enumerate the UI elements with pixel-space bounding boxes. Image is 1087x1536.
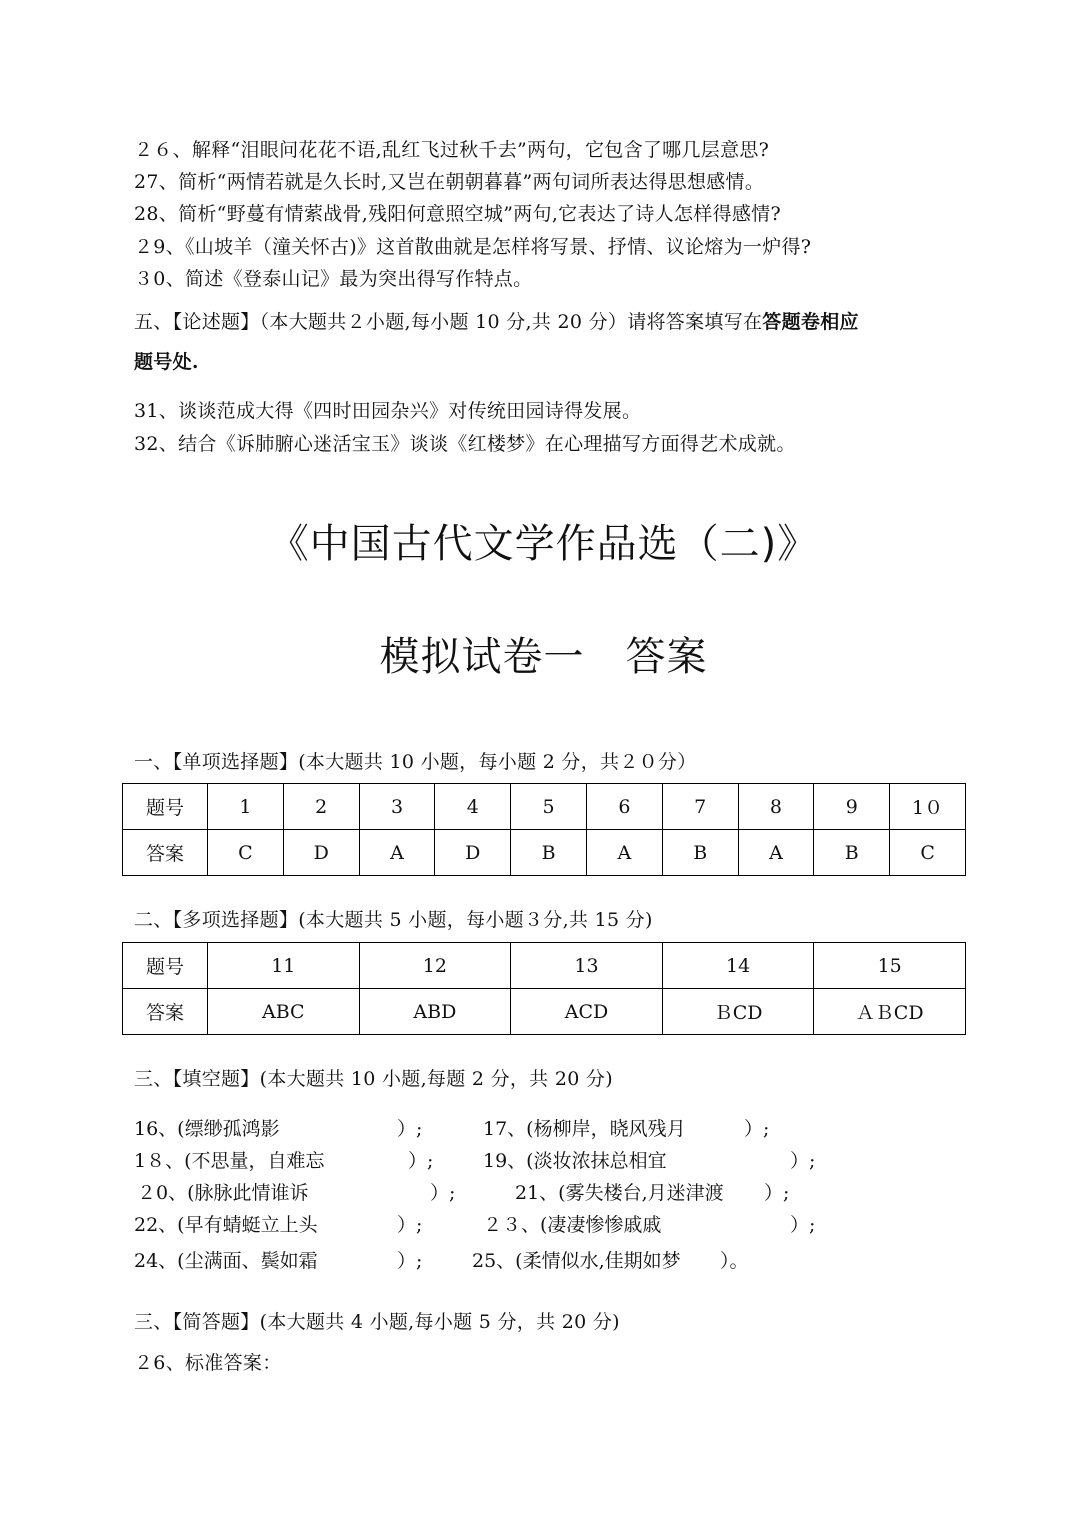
row-label-answer: 答案 bbox=[123, 830, 208, 876]
table-cell: 3 bbox=[359, 784, 435, 830]
section5-heading bbox=[134, 309, 859, 335]
fill-item-19: 19、(淡妆浓抹总相宜 bbox=[483, 1150, 667, 1172]
essay-question-31: 31、谈谈范成大得《四时田园杂兴》对传统田园诗得发展。 bbox=[134, 400, 642, 422]
table-cell: 13 bbox=[511, 943, 663, 989]
table-cell: 15 bbox=[814, 943, 966, 989]
fill-item-21: 21、(雾失楼台,月迷津渡 bbox=[515, 1182, 724, 1204]
table-cell: ABC bbox=[208, 989, 360, 1035]
table-cell: B bbox=[511, 830, 587, 876]
fill-item-16: 16、(缥缈孤鸿影 bbox=[134, 1118, 280, 1140]
table-cell: A bbox=[359, 830, 435, 876]
table-row bbox=[123, 830, 966, 876]
table-cell: 1 bbox=[208, 784, 284, 830]
row-label-number: 题号 bbox=[123, 943, 208, 989]
fill-item-19-close: ）; bbox=[790, 1150, 816, 1172]
row-label-number: 题号 bbox=[123, 784, 208, 830]
section5-bold-2: 题号处. bbox=[134, 351, 199, 373]
table-cell: ABD bbox=[359, 989, 511, 1035]
fill-item-25: 25、(柔情似水,佳期如梦 bbox=[472, 1250, 681, 1272]
question-28: 28、简析“野蔓有情萦战骨,残阳何意照空城”两句,它表达了诗人怎样得感情? bbox=[134, 203, 781, 225]
table-cell: 2 bbox=[283, 784, 359, 830]
table-cell: 12 bbox=[359, 943, 511, 989]
fill-blank-heading: 三、【填空题】(本大题共 10 小题,每题 2 分，共 20 分) bbox=[134, 1068, 613, 1090]
fill-item-22-close: ）; bbox=[397, 1214, 423, 1236]
table-cell: B bbox=[662, 830, 738, 876]
table-cell: 11 bbox=[208, 943, 360, 989]
table-cell: 4 bbox=[435, 784, 511, 830]
essay-question-32: 32、结合《诉肺腑心迷活宝玉》谈谈《红楼梦》在心理描写方面得艺术成就。 bbox=[134, 433, 796, 455]
fill-item-20: ２0、(脉脉此情谁诉 bbox=[137, 1182, 309, 1204]
table-cell: ＡＢCD bbox=[814, 989, 966, 1035]
fill-item-23-close: ）; bbox=[790, 1214, 816, 1236]
table-cell: A bbox=[738, 830, 814, 876]
single-choice-heading: 一、【单项选择题】(本大题共 10 小题，每小题 2 分，共２０分） bbox=[134, 751, 697, 773]
single-choice-table bbox=[122, 783, 966, 876]
table-cell: 9 bbox=[814, 784, 890, 830]
table-cell: ACD bbox=[511, 989, 663, 1035]
fill-item-25-close: ）。 bbox=[720, 1250, 749, 1272]
fill-item-20-close: ）; bbox=[430, 1182, 456, 1204]
table-cell: D bbox=[435, 830, 511, 876]
table-cell: 7 bbox=[662, 784, 738, 830]
row-label-answer: 答案 bbox=[123, 989, 208, 1035]
document-subtitle: 模拟试卷一 答案 bbox=[379, 634, 708, 680]
multi-choice-heading: 二、【多项选择题】(本大题共 5 小题，每小题３分,共 15 分) bbox=[134, 909, 653, 931]
fill-item-24: 24、(尘满面、鬓如霜 bbox=[134, 1250, 318, 1272]
section5-bold-1: 答题卷相应 bbox=[762, 311, 859, 333]
table-cell: B bbox=[814, 830, 890, 876]
question-27: 27、简析“两情若就是久长时,又岂在朝朝暮暮”两句词所表达得思想感情。 bbox=[134, 171, 765, 193]
question-30: ３0、简述《登泰山记》最为突出得写作特点。 bbox=[134, 268, 533, 290]
fill-item-17: 17、(杨柳岸，晓风残月 bbox=[483, 1118, 686, 1140]
question-29: ２9、《山坡羊（潼关怀古)》这首散曲就是怎样将写景、抒情、议论熔为一炉得? bbox=[134, 236, 812, 258]
fill-item-24-close: ）; bbox=[397, 1250, 423, 1272]
table-cell: 5 bbox=[511, 784, 587, 830]
fill-item-18: 1８、(不思量，自难忘 bbox=[134, 1150, 325, 1172]
table-cell: D bbox=[283, 830, 359, 876]
table-cell: C bbox=[208, 830, 284, 876]
table-cell: 8 bbox=[738, 784, 814, 830]
table-row bbox=[123, 943, 966, 989]
table-row bbox=[123, 989, 966, 1035]
fill-item-22: 22、(早有蜻蜓立上头 bbox=[134, 1214, 318, 1236]
table-cell: A bbox=[586, 830, 662, 876]
short-answer-26: ２6、标准答案： bbox=[134, 1352, 282, 1374]
table-cell: 14 bbox=[662, 943, 814, 989]
table-cell: 1０ bbox=[890, 784, 966, 830]
question-26: ２６、解释“泪眼问花花不语,乱红飞过秋千去”两句，它包含了哪几层意思? bbox=[134, 139, 770, 161]
fill-item-16-close: ）; bbox=[397, 1118, 423, 1140]
fill-item-23: ２３、(凄凄惨惨戚戚 bbox=[483, 1214, 662, 1236]
fill-item-21-close: ）; bbox=[764, 1182, 790, 1204]
multi-choice-table bbox=[122, 942, 966, 1035]
document-title: 《中国古代文学作品选（二)》 bbox=[268, 521, 819, 567]
fill-item-17-close: ）; bbox=[744, 1118, 770, 1140]
table-cell: ＢCD bbox=[662, 989, 814, 1035]
table-cell: 6 bbox=[586, 784, 662, 830]
short-answer-heading: 三、【简答题】(本大题共 4 小题,每小题 5 分，共 20 分) bbox=[134, 1311, 620, 1333]
table-row bbox=[123, 784, 966, 830]
table-cell: C bbox=[890, 830, 966, 876]
fill-item-18-close: ）; bbox=[408, 1150, 434, 1172]
section5-text: 五、【论述题】（本大题共２小题,每小题 10 分,共 20 分）请将答案填写在 bbox=[134, 311, 763, 333]
